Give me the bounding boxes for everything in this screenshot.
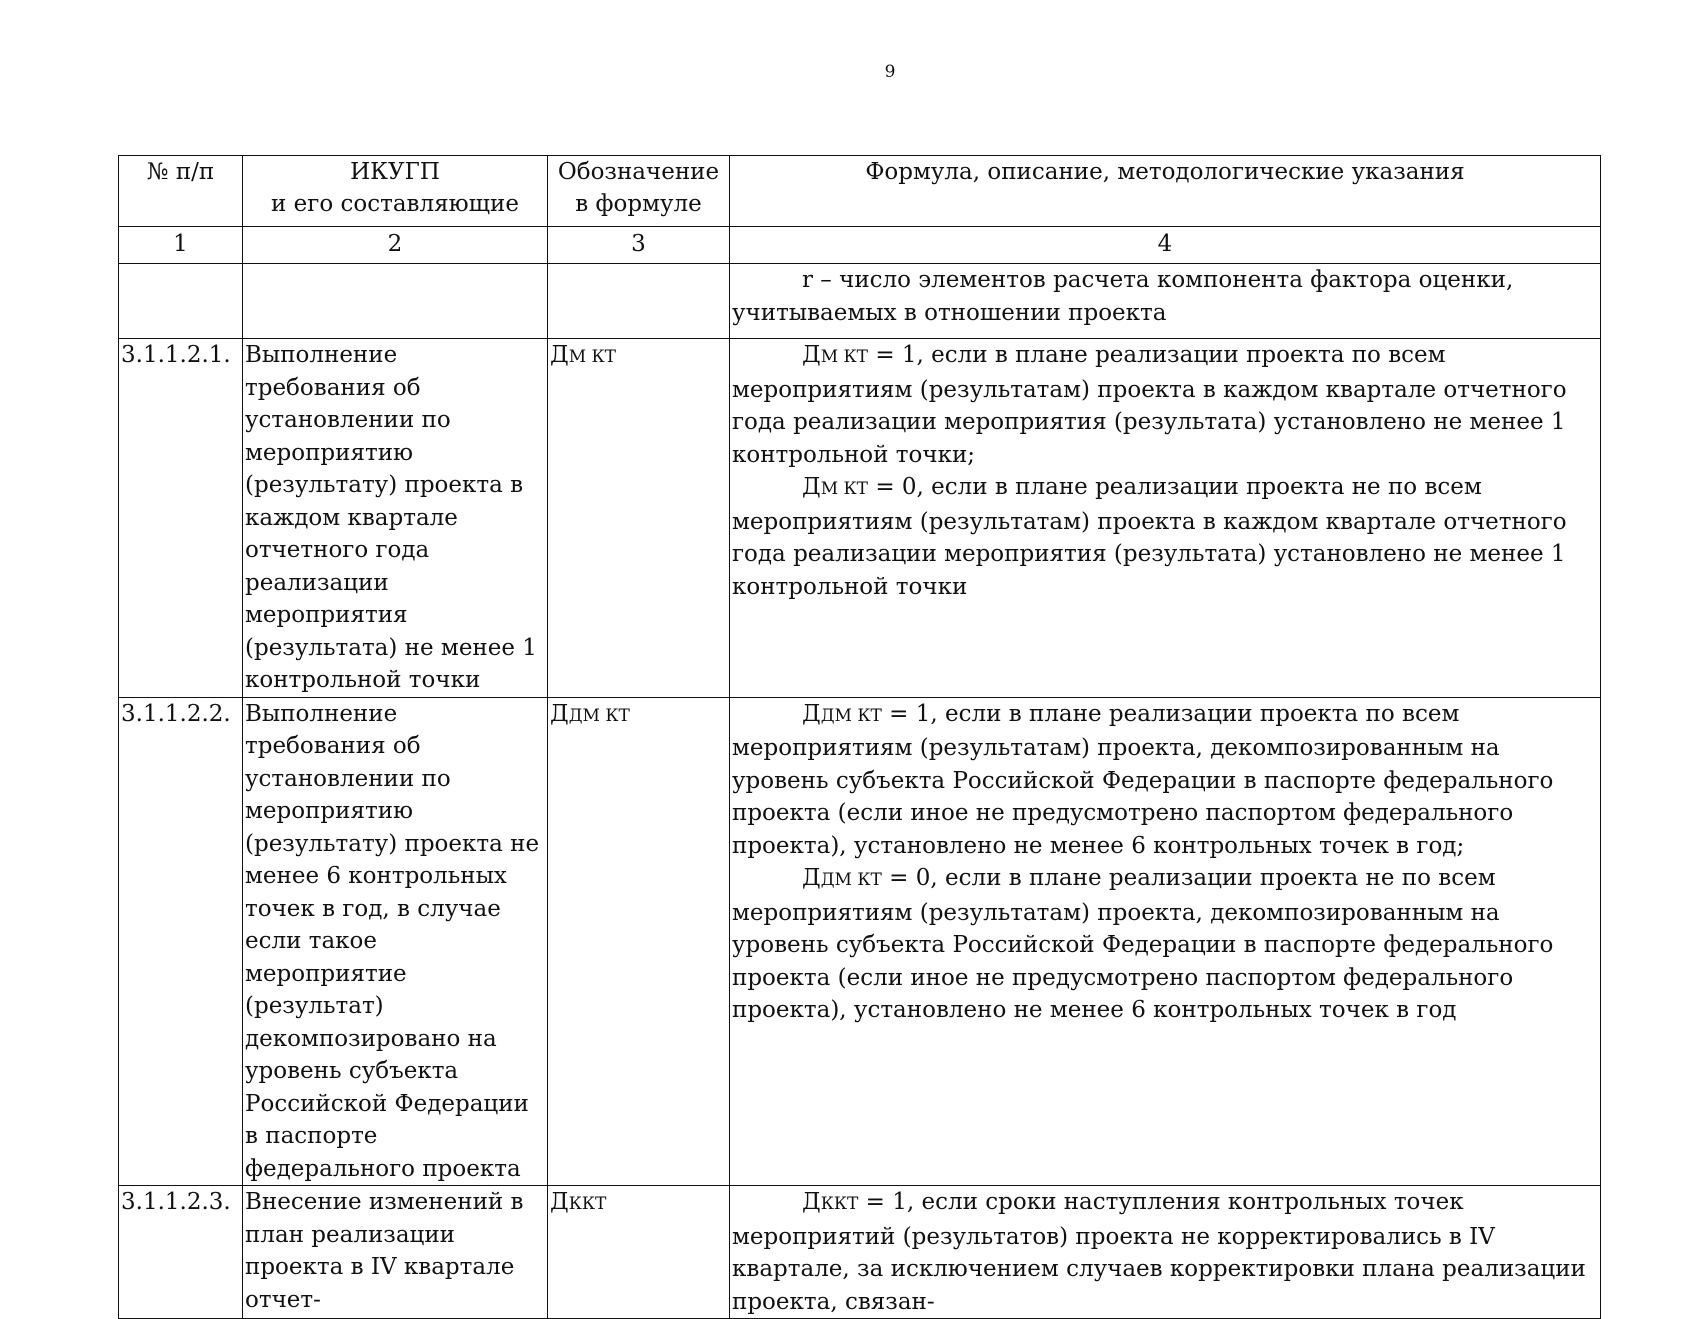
- paragraph-text: = 0, если в плане реализации проекта не по всем мероприятиям (результатам) проекта, декомпозированным на уровень субъекта Российской Федерации в паспорте федерального проекта (если иное не предусмотрено паспортом федерального проекта), установлено не менее 6 контрольных точек в год: [732, 865, 1554, 1023]
- symbol-subscript: М КТ: [568, 347, 617, 367]
- table-row: [119, 1186, 1601, 1319]
- empty-cell: [548, 264, 730, 339]
- empty-cell: [119, 264, 243, 339]
- formula-cell: [730, 339, 1601, 698]
- row-number: 3.1.1.2.3.: [119, 1186, 243, 1319]
- header-number: [119, 156, 243, 227]
- header-symbol-line2: в формуле: [575, 191, 702, 217]
- column-number: 3: [548, 227, 730, 264]
- header-indicator: [243, 156, 548, 227]
- formula-cell: [730, 264, 1601, 339]
- symbol-main: Д: [802, 474, 821, 500]
- symbol-subscript: М КТ: [820, 479, 869, 499]
- continuation-row: [119, 264, 1601, 339]
- column-number: 2: [243, 227, 548, 264]
- indicator-name-text: Выполнение требования об установлении по мероприятию (результату) проекта в каждом квартале отчетного года реализации мероприятия (результата) не менее 1 контрольной точки: [245, 342, 537, 693]
- table-row: [119, 339, 1601, 698]
- indicator-name: [243, 339, 548, 698]
- paragraph-text: = 0, если в плане реализации проекта не по всем мероприятиям (результатам) проекта в каждом квартале отчетного года реализации мероприятия (результата) установлено не менее 1 контрольной точки: [732, 474, 1567, 600]
- formula-symbol: [548, 697, 730, 1186]
- symbol-main: Д: [802, 700, 821, 727]
- table-row: [119, 697, 1601, 1186]
- symbol-main: Д: [550, 1189, 569, 1215]
- formula-cell: [730, 697, 1601, 1186]
- formula-paragraph: [732, 1186, 1598, 1318]
- column-number: 4: [730, 227, 1601, 264]
- row-number: 3.1.1.2.1.: [119, 339, 243, 698]
- paragraph-text: = 1, если сроки наступления контрольных точек мероприятий (результатов) проекта не корректировались в IV квартале, за исключением случаев корректировки плана реализации проекта, связан-: [732, 1189, 1586, 1315]
- symbol-subscript: ККТ: [820, 1194, 859, 1214]
- indicator-name-text: Выполнение требования об установлении по мероприятию (результату) проекта не менее 6 контрольных точек в год, в случае если такое мероприятие (результат) декомпозировано на уровень субъекта Российской Федерации в паспорте федерального проекта: [245, 700, 540, 1182]
- symbol-main: Д: [802, 342, 821, 368]
- empty-cell: [243, 264, 548, 339]
- symbol-subscript: М КТ: [820, 347, 869, 367]
- symbol-main: Д: [802, 1189, 821, 1215]
- header-number-label: № п/п: [146, 159, 215, 185]
- indicator-name-text: Внесение изменений в план реализации проекта в IV квартале отчет-: [245, 1189, 524, 1313]
- column-number-row: [119, 227, 1601, 264]
- symbol-subscript: ККТ: [568, 1194, 607, 1214]
- symbol-main: Д: [550, 342, 569, 368]
- row-number: 3.1.1.2.2.: [119, 697, 243, 1186]
- header-symbol-line1: Обозначение: [557, 159, 720, 185]
- page-number: 9: [884, 62, 896, 82]
- header-indicator-line1: ИКУГП: [350, 159, 440, 185]
- indicator-name: [243, 697, 548, 1186]
- formula-symbol: [548, 339, 730, 698]
- formula-symbol: [548, 1186, 730, 1319]
- column-number: 1: [119, 227, 243, 264]
- formula-paragraph: [732, 471, 1598, 603]
- header-row: [119, 156, 1601, 227]
- paragraph-text: = 1, если в плане реализации проекта по всем мероприятиям (результатам) проекта, декомпозированным на уровень субъекта Российской Федерации в паспорте федерального проекта (если иное не предусмотрено паспортом федерального проекта), установлено не менее 6 контрольных точек в год;: [732, 700, 1554, 859]
- formula-paragraph: [732, 862, 1598, 1027]
- symbol-main: Д: [802, 865, 821, 891]
- header-indicator-line2: и его составляющие: [271, 191, 519, 217]
- header-formula: [730, 156, 1601, 227]
- symbol-main: Д: [550, 700, 569, 727]
- symbol-subscript: ДМ КТ: [820, 870, 882, 890]
- formula-paragraph: r – число элементов расчета компонента фактора оценки, учитываемых в отношении проекта: [732, 267, 1514, 326]
- formula-paragraph: [732, 698, 1598, 863]
- methodology-table: [118, 155, 1601, 1319]
- symbol-subscript: ДМ КТ: [568, 705, 630, 726]
- indicator-name: [243, 1186, 548, 1319]
- paragraph-text: = 1, если в плане реализации проекта по всем мероприятиям (результатам) проекта в каждом квартале отчетного года реализации мероприятия (результата) установлено не менее 1 контрольной точки;: [732, 342, 1567, 468]
- formula-cell: [730, 1186, 1601, 1319]
- symbol-subscript: ДМ КТ: [820, 705, 882, 726]
- header-symbol: [548, 156, 730, 227]
- header-formula-label: Формула, описание, методологические указания: [865, 159, 1465, 185]
- formula-paragraph: [732, 339, 1598, 471]
